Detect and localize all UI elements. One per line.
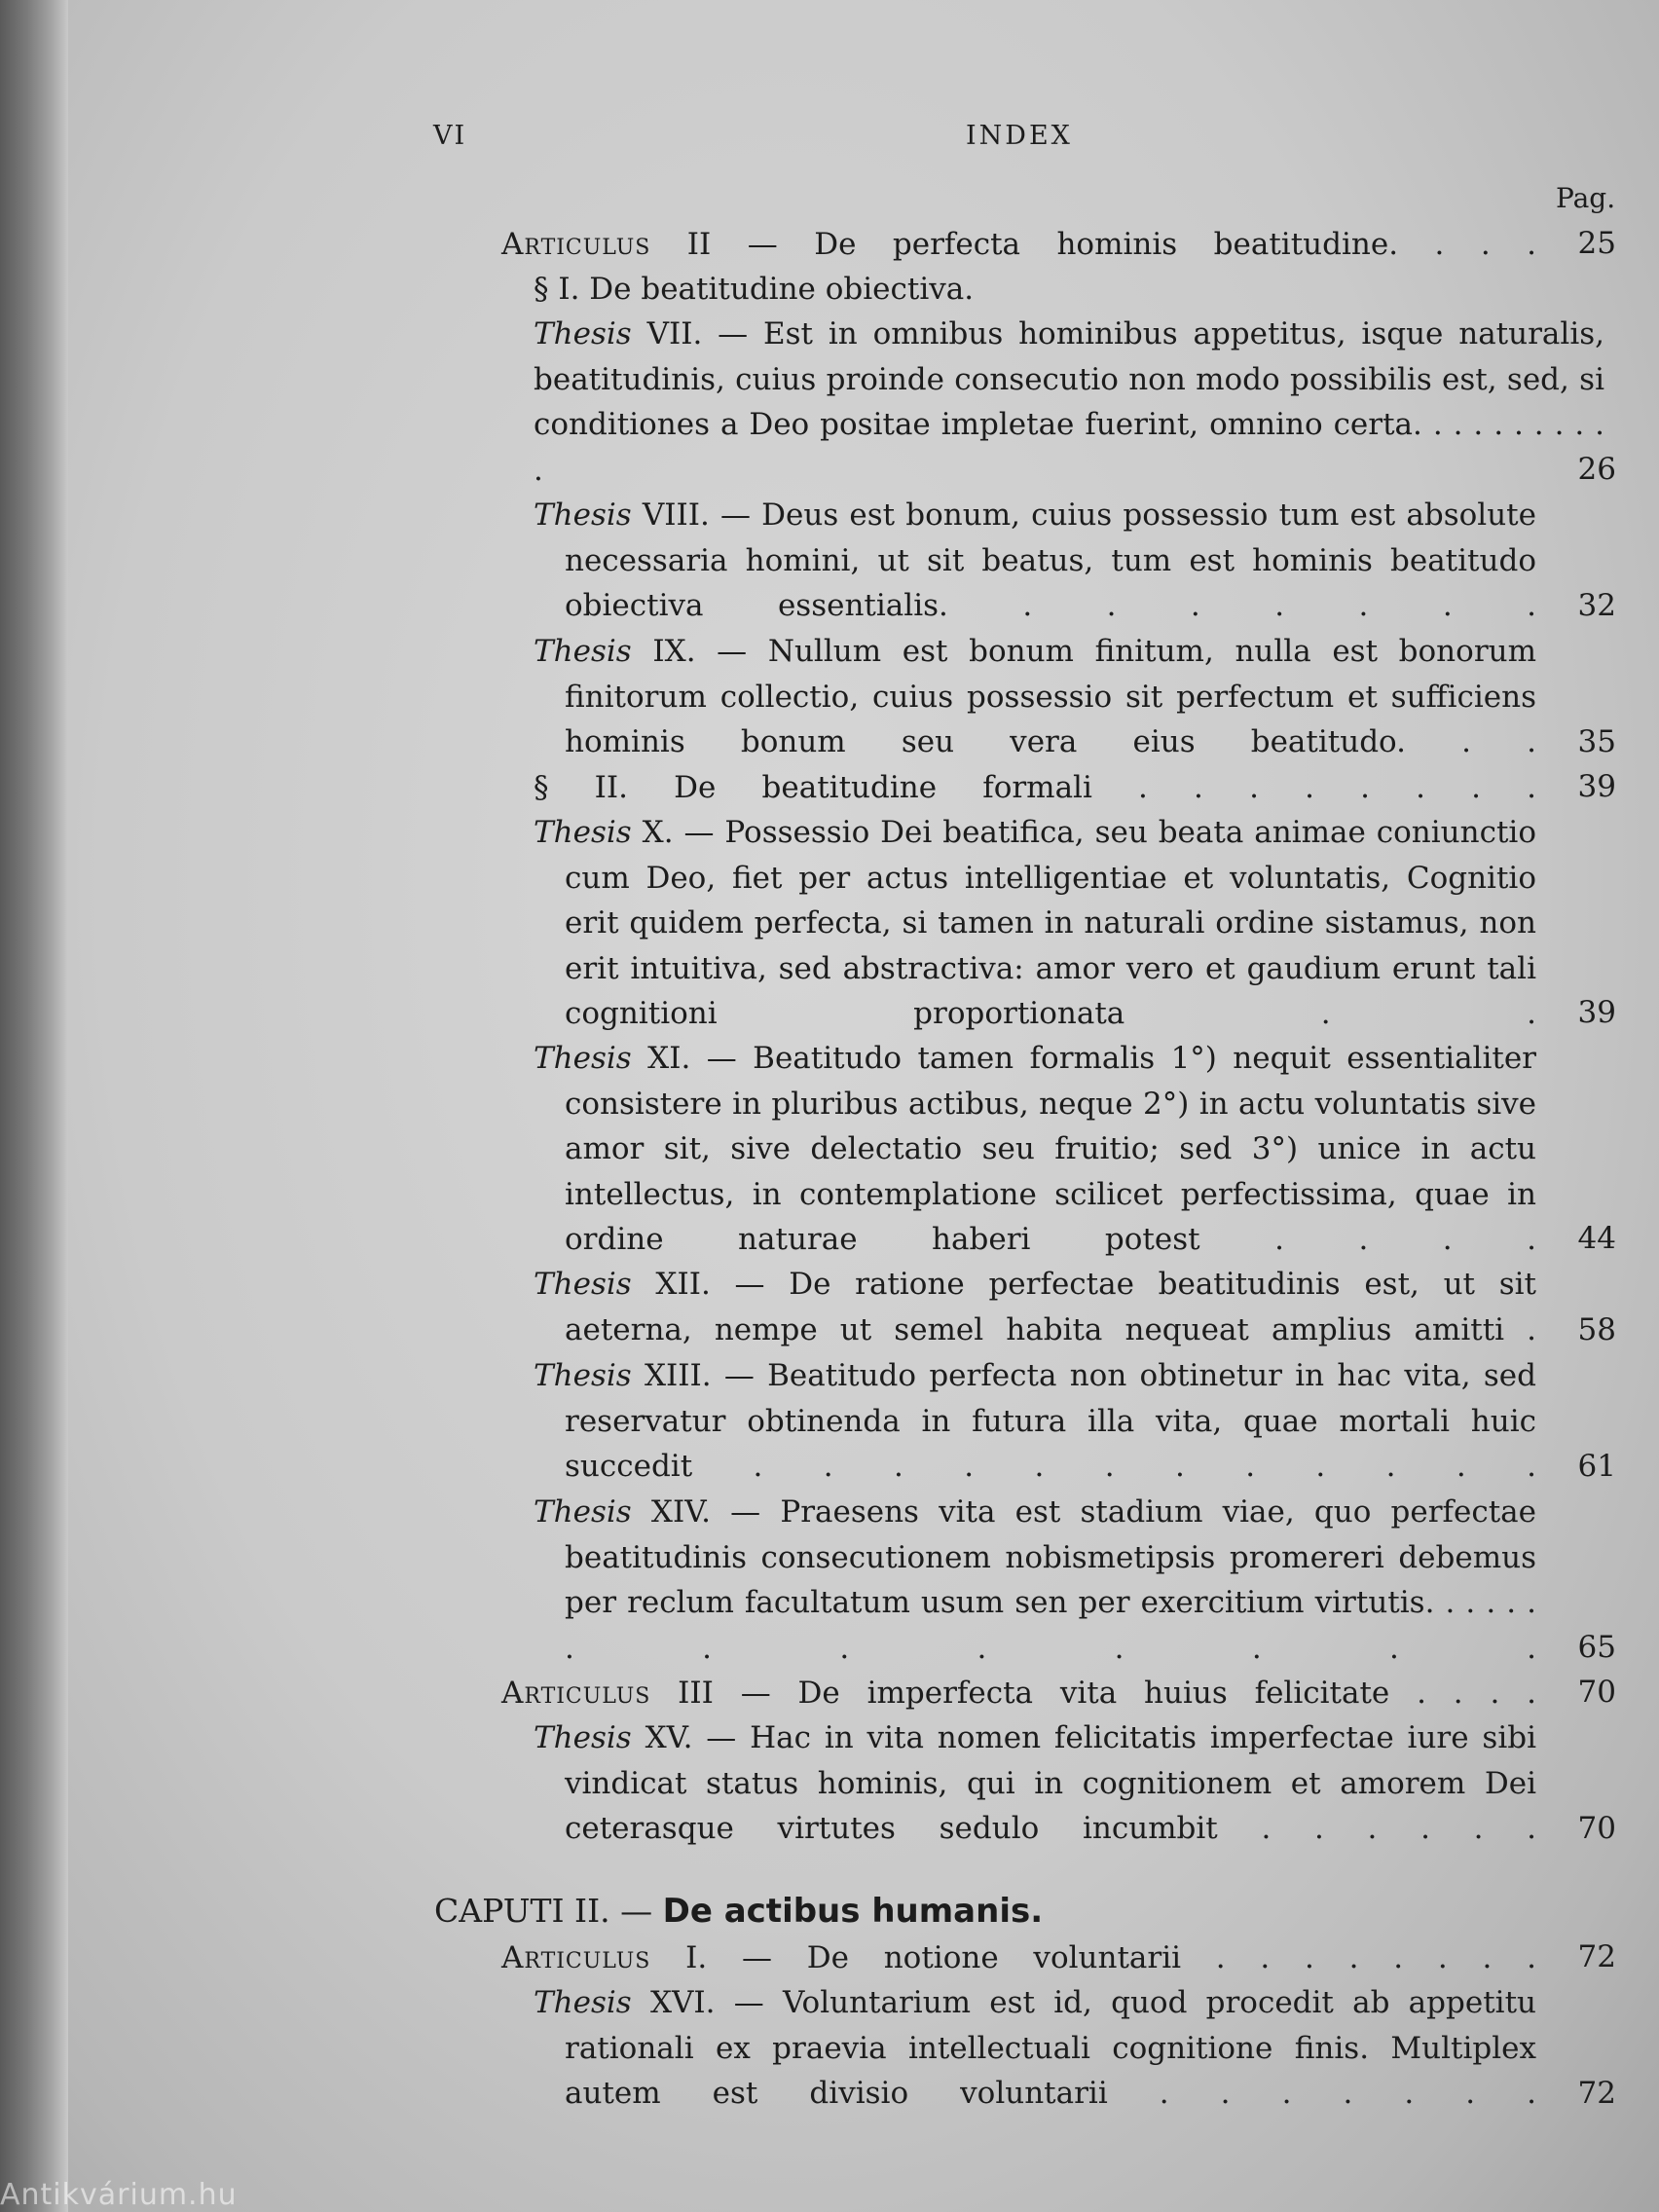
entry-label: Thesis — [534, 316, 632, 351]
index-entry — [68, 1715, 1659, 1852]
entry-page: 39 — [1577, 769, 1616, 805]
running-title: INDEX — [966, 121, 1073, 151]
entry-label: Thesis — [534, 1720, 632, 1755]
entry-label: Thesis — [534, 1985, 632, 2020]
index-entry — [68, 222, 1659, 267]
index-entry — [68, 1036, 1659, 1262]
index-entry — [68, 1353, 1659, 1490]
entry-text: XII. — De ratione perfectae beatitudinis est, ut sit aeterna, nempe ut semel habita nequeat amplius amitti . — [565, 1267, 1536, 1347]
entry-page: 72 — [1577, 2076, 1616, 2112]
entry-label: Thesis — [534, 634, 632, 669]
page-number: VI — [433, 121, 467, 151]
chapter-heading — [68, 1889, 1659, 1937]
index-entry — [68, 1671, 1659, 1715]
pag-column-label: Pag. — [1556, 182, 1616, 214]
index-entry — [68, 1490, 1659, 1671]
entry-label: Thesis — [534, 1041, 632, 1076]
entry-page: 70 — [1577, 1675, 1616, 1711]
entry-text: XIV. — Praesens vita est stadium viae, quo perfectae beatitudinis consecutionem nobismetipsis promereri debemus per reclum facultatum usum sen per exercitium virtutis. . . . . . . . . . . . . . — [565, 1494, 1536, 1666]
entry-page: 70 — [1577, 1811, 1616, 1847]
entry-text: I. — De notione voluntarii . . . . . . . . — [650, 1940, 1536, 1975]
index-entry — [68, 629, 1659, 765]
entry-text: II — De perfecta hominis beatitudine. . . . — [650, 227, 1536, 262]
book-page — [68, 0, 1659, 2212]
index-entry — [68, 1980, 1659, 2117]
entry-label: Thesis — [534, 498, 632, 533]
book-binding — [0, 0, 68, 2212]
index-entries — [68, 0, 1659, 2212]
watermark: Antikvárium.hu — [0, 2178, 238, 2212]
entry-text: XV. — Hac in vita nomen felicitatis imperfectae iure sibi vindicat status hominis, qui in cognitionem et amorem Dei ceterasque virtutes sedulo incumbit . . . . . . — [565, 1720, 1536, 1847]
index-entry — [68, 1262, 1659, 1353]
entry-text: III — De imperfecta vita huius felicitate . . . . — [650, 1676, 1536, 1711]
entry-label: Articulus — [501, 227, 651, 262]
entry-page: 32 — [1577, 588, 1616, 624]
entry-label: Thesis — [534, 1494, 632, 1530]
entry-page: 25 — [1577, 226, 1616, 262]
chapter-number: CAPUTI II. — — [434, 1892, 663, 1930]
entry-text: IX. — Nullum est bonum finitum, nulla est bonorum finitorum collectio, cuius possessio sit perfectum et sufficiens hominis bonum seu vera eius beatitudo. . . — [565, 634, 1536, 760]
entry-page: 44 — [1577, 1221, 1616, 1257]
entry-text: XI. — Beatitudo tamen formalis 1°) nequit essentialiter consistere in pluribus actibus, neque 2°) in actu voluntatis sive amor sit, sive delectatio seu fruitio; sed 3°) unice in actu intellectus, in contemplatione scilicet perfectissima, quae in ordine naturae haberi potest . . . . — [565, 1041, 1536, 1258]
entry-page: 61 — [1577, 1449, 1616, 1485]
entry-label: Thesis — [534, 1358, 632, 1393]
index-entry — [68, 493, 1659, 629]
entry-page: 26 — [1577, 452, 1616, 488]
index-entry — [68, 312, 1659, 493]
entry-page: 35 — [1577, 724, 1616, 760]
entry-text: VIII. — Deus est bonum, cuius possessio tum est absolute necessaria homini, ut sit beatus, tum est hominis beatitudo obiectiva essentialis. . . . . . . . — [565, 498, 1536, 624]
entry-page: 72 — [1577, 1939, 1616, 1975]
entry-label: Articulus — [501, 1940, 651, 1975]
entry-text: XVI. — Voluntarium est id, quod procedit ab appetitu rationali ex praevia intellectuali cognitione finis. Multiplex autem est divisio voluntarii . . . . . . . — [565, 1985, 1536, 2112]
entry-label: Articulus — [501, 1676, 651, 1711]
entry-text: § I. De beatitudine obiectiva. — [534, 272, 975, 307]
entry-label: Thesis — [534, 1267, 632, 1302]
entry-label: Thesis — [534, 815, 632, 850]
entry-text: XIII. — Beatitudo perfecta non obtinetur in hac vita, sed reservatur obtinenda in futura illa vita, quae mortali huic succedit . . . . . . . . . . . . — [565, 1358, 1536, 1485]
index-entry — [68, 810, 1659, 1036]
entry-text: X. — Possessio Dei beatifica, seu beata animae coniunctio cum Deo, fiet per actus intelligentiae et voluntatis, Cognitio erit quidem perfecta, si tamen in naturali ordine sistamus, non erit intuitiva, sed abstractiva: amor vero et gaudium erunt tali cognitioni proportionata . . — [565, 815, 1536, 1032]
entry-text: § II. De beatitudine formali . . . . . . . . — [534, 770, 1536, 805]
index-entry — [68, 765, 1659, 810]
entry-page: 58 — [1577, 1312, 1616, 1348]
index-entry — [68, 1936, 1659, 1980]
entry-text: VII. — Est in omnibus hominibus appetitus, isque naturalis, beatitudinis, cuius proinde consecutio non modo possibilis est, sed, si conditiones a Deo positae impletae fuerint, omnino certa. . . . . . . . . . . — [534, 316, 1604, 488]
entry-page: 39 — [1577, 995, 1616, 1031]
index-entry — [68, 267, 1659, 312]
chapter-title: De actibus humanis. — [662, 1892, 1044, 1931]
entry-page: 65 — [1577, 1630, 1616, 1666]
